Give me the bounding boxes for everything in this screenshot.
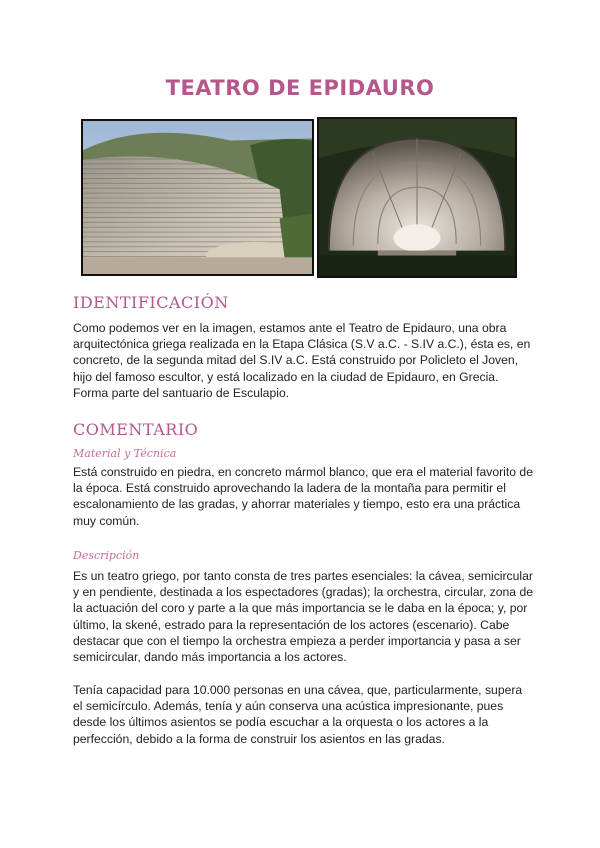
- subheading-material: Material y Técnica: [73, 447, 177, 460]
- teatro-photo-aerea: [317, 117, 517, 278]
- teatro-photo-lateral: [81, 119, 314, 276]
- heading-comentario: COMENTARIO: [73, 420, 199, 439]
- paragraph-material: Está construido en piedra, en concreto mármol blanco, que era el material favorito de la época. Está construido aprovechando la ladera de la montaña para permitir el escalonamiento de las gradas, y ahorrar materiales y tiempo, esto era una práctica muy común.: [73, 465, 533, 528]
- page-title: TEATRO DE EPIDAURO: [165, 76, 435, 100]
- paragraph-descripcion-1: Es un teatro griego, por tanto consta de tres partes esenciales: la cávea, semicircular y en pendiente, destinada a los espectadores (gradas); la orchestra, circular, zona de la actuación del coro y parte a la que más importancia se le daba en la época; y, por último, la skené, estrado para la representación de los actores (escenario). Cabe destacar que con el tiempo la orchestra empieza a perder importancia y pasa a ser semicircular, dando más importancia a los actores.: [73, 569, 534, 665]
- paragraph-identificacion: Como podemos ver en la imagen, estamos ante el Teatro de Epidauro, una obra arquitectónica griega realizada en la Etapa Clásica (S.V a.C. - S.IV a.C.), ésta es, en concreto, de la segunda mitad del S.IV a.C. Está construido por Policleto el Joven, hijo del famoso escultor, y está localizado en la ciudad de Epidauro, en Grecia. Forma parte del santuario de Esculapio.: [73, 321, 531, 400]
- paragraph-descripcion-2: Tenía capacidad para 10.000 personas en una cávea, que, particularmente, supera el semicírculo. Además, tenía y aún conserva una acústica impresionante, pues desde los últimos asientos se podía escuchar a la orquesta o los actores a la perfección, debido a la forma de construir los asientos en las gradas.: [73, 683, 523, 746]
- heading-identificacion: IDENTIFICACIÓN: [73, 293, 229, 312]
- subheading-descripcion: Descripción: [73, 549, 140, 562]
